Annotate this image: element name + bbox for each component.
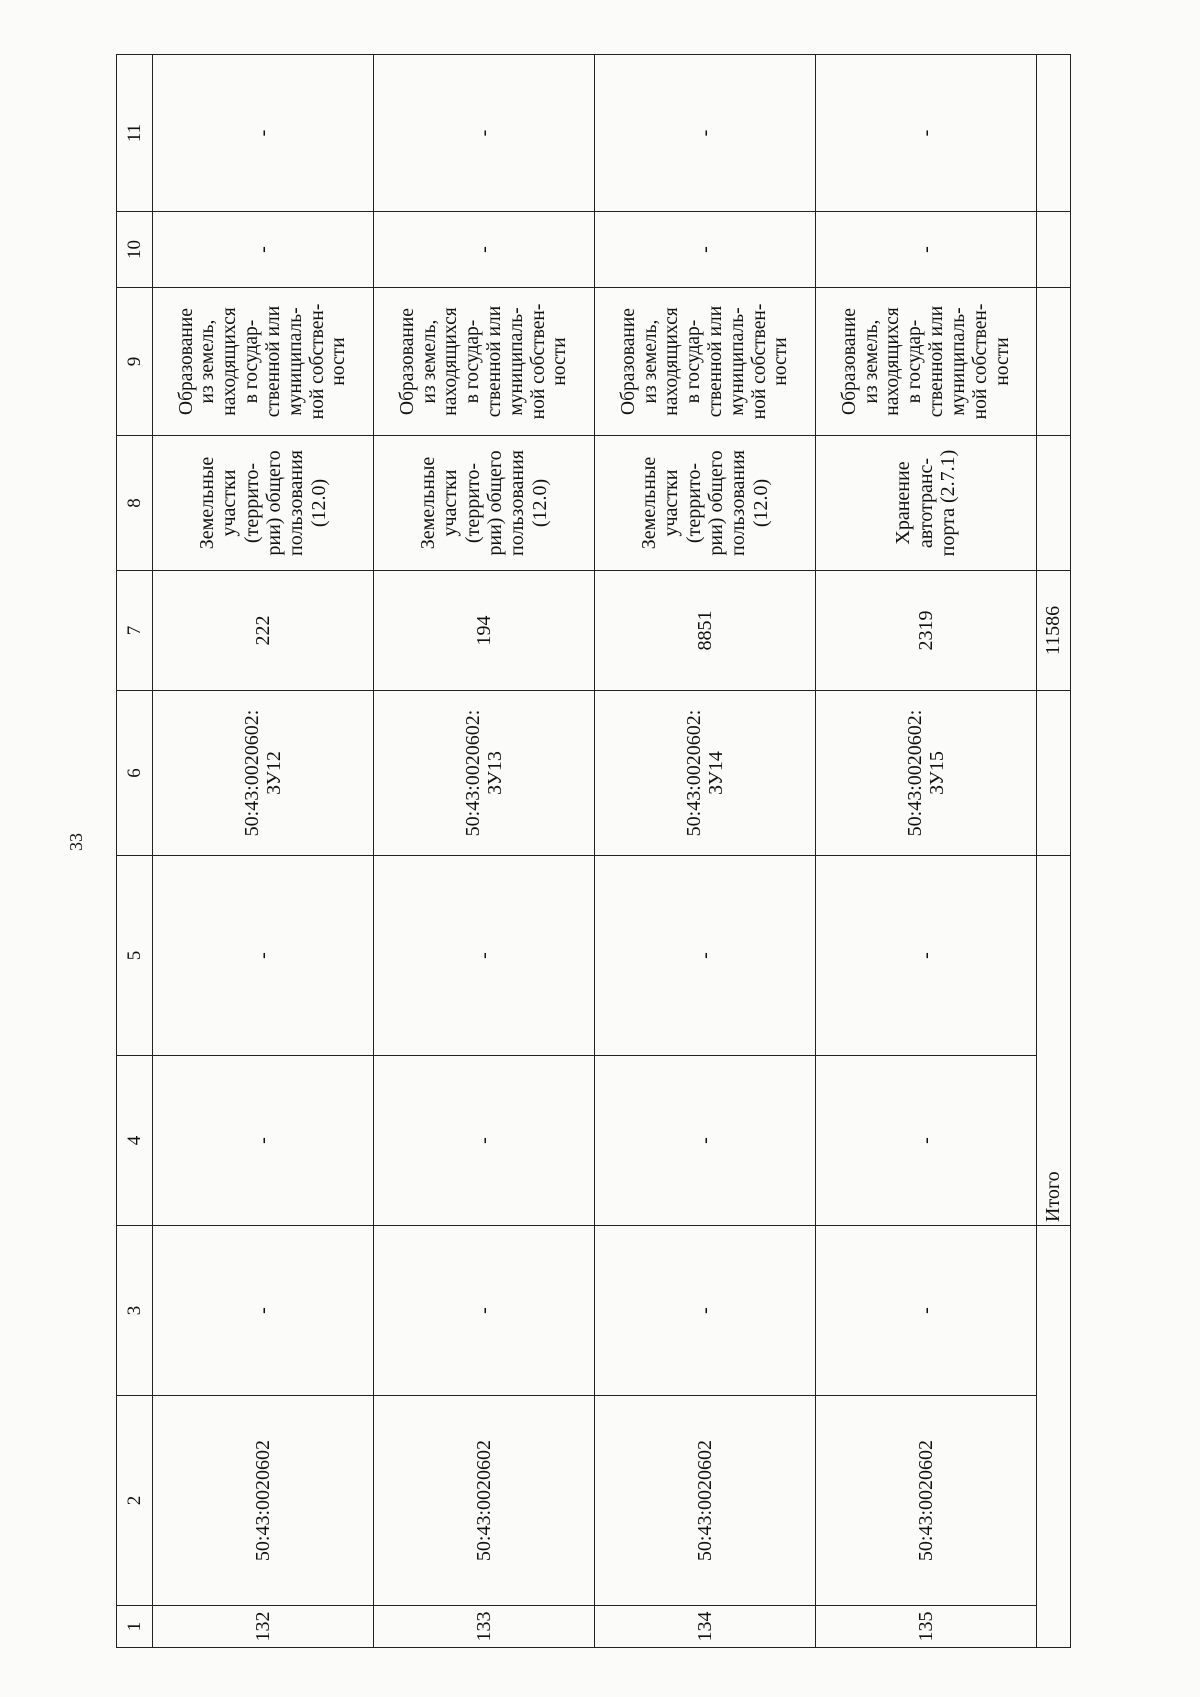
plot-designation: 50:43:0020602: ЗУ13 <box>373 691 594 856</box>
total-spacer-6 <box>1037 691 1071 856</box>
cell-col5: - <box>816 856 1037 1056</box>
cadastral-quarter: 50:43:0020602 <box>595 1396 816 1606</box>
cadastral-quarter: 50:43:0020602 <box>152 1396 373 1606</box>
cadastral-quarter: 50:43:0020602 <box>373 1396 594 1606</box>
col-header: 8 <box>117 436 153 571</box>
cell-col11: - <box>816 55 1037 212</box>
cell-col10: - <box>816 212 1037 288</box>
formation-method: Образование из земель, находящихся в государ- ственной или муниципаль- ной собствен- ности <box>152 288 373 436</box>
total-spacer-10 <box>1037 212 1071 288</box>
total-row <box>1037 55 1071 1648</box>
col-header: 5 <box>117 856 153 1056</box>
formation-method: Образование из земель, находящихся в государ- ственной или муниципаль- ной собствен- ности <box>816 288 1037 436</box>
cell-col5: - <box>595 856 816 1056</box>
total-value: 11586 <box>1037 571 1071 691</box>
col-header: 3 <box>117 1226 153 1396</box>
cell-col3: - <box>816 1226 1037 1396</box>
permitted-use: Земельные участки (террито- рии) общего пользования (12.0) <box>595 436 816 571</box>
col-header: 11 <box>117 55 153 212</box>
total-spacer <box>1037 1226 1071 1648</box>
col-header: 7 <box>117 571 153 691</box>
table-row <box>373 55 594 1648</box>
table-row <box>152 55 373 1648</box>
total-label: Итого <box>1037 856 1071 1226</box>
cell-col10: - <box>152 212 373 288</box>
cell-col3: - <box>373 1226 594 1396</box>
formation-method: Образование из земель, находящихся в государ- ственной или муниципаль- ной собствен- ности <box>595 288 816 436</box>
cell-col11: - <box>152 55 373 212</box>
plot-area: 8851 <box>595 571 816 691</box>
col-header: 4 <box>117 1056 153 1226</box>
row-number: 132 <box>152 1606 373 1648</box>
cell-col5: - <box>152 856 373 1056</box>
cell-col4: - <box>152 1056 373 1226</box>
permitted-use: Хранение автотранс- порта (2.7.1) <box>816 436 1037 571</box>
plot-designation: 50:43:0020602: ЗУ12 <box>152 691 373 856</box>
row-number: 133 <box>373 1606 594 1648</box>
permitted-use: Земельные участки (террито- рии) общего пользования (12.0) <box>152 436 373 571</box>
header-row <box>117 55 153 1648</box>
col-header: 10 <box>117 212 153 288</box>
col-header: 2 <box>117 1396 153 1606</box>
land-plot-table <box>116 55 1071 1648</box>
plot-area: 194 <box>373 571 594 691</box>
plot-area: 2319 <box>816 571 1037 691</box>
cell-col5: - <box>373 856 594 1056</box>
cell-col11: - <box>373 55 594 212</box>
cell-col4: - <box>816 1056 1037 1226</box>
col-header: 6 <box>117 691 153 856</box>
table-row <box>595 55 816 1648</box>
permitted-use: Земельные участки (террито- рии) общего пользования (12.0) <box>373 436 594 571</box>
formation-method: Образование из земель, находящихся в государ- ственной или муниципаль- ной собствен- ности <box>373 288 594 436</box>
row-number: 135 <box>816 1606 1037 1648</box>
total-spacer-8 <box>1037 436 1071 571</box>
plot-designation: 50:43:0020602: ЗУ15 <box>816 691 1037 856</box>
page-number: 33 <box>66 833 86 851</box>
total-spacer-9 <box>1037 288 1071 436</box>
cadastral-quarter: 50:43:0020602 <box>816 1396 1037 1606</box>
cell-col11: - <box>595 55 816 212</box>
cell-col4: - <box>373 1056 594 1226</box>
table-row <box>816 55 1037 1648</box>
plot-area: 222 <box>152 571 373 691</box>
cell-col4: - <box>595 1056 816 1226</box>
col-header: 9 <box>117 288 153 436</box>
cell-col10: - <box>373 212 594 288</box>
total-spacer-11 <box>1037 55 1071 212</box>
plot-designation: 50:43:0020602: ЗУ14 <box>595 691 816 856</box>
row-number: 134 <box>595 1606 816 1648</box>
cell-col3: - <box>595 1226 816 1396</box>
cell-col10: - <box>595 212 816 288</box>
col-header: 1 <box>117 1606 153 1648</box>
cell-col3: - <box>152 1226 373 1396</box>
